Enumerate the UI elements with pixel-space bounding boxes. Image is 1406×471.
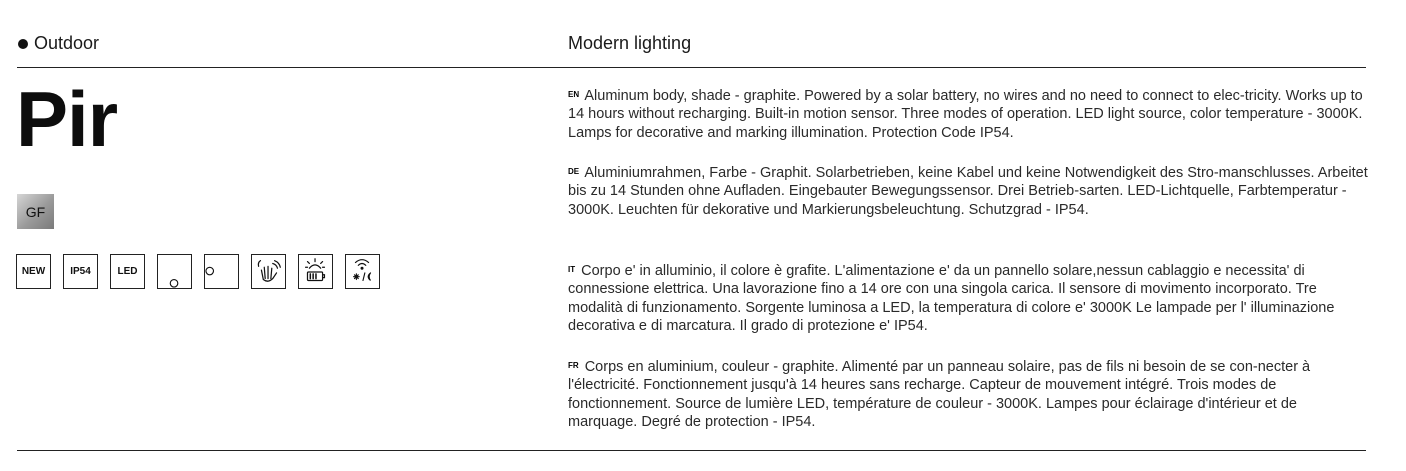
series-label: Modern lighting <box>568 33 692 53</box>
finish-code: GF <box>25 203 46 220</box>
category-label: Outdoor <box>34 33 100 53</box>
motion-sensor-icon <box>251 254 286 289</box>
finish-swatch <box>17 194 54 229</box>
description-en <box>568 86 1368 142</box>
description-it-text: Corpo e' in alluminio, il colore è grafite. L'alimentazione e' da un pannello solare,nessun cablaggio e necessita' di connessione elettrica. Una lavorazione fino a 14 ore con una singola carica. Il sensore di movimento incorporato. Tre modalità di funzionamento. Sorgente luminosa a LED, la temperatura di colore e' 3000K Le lampade per l' illuminazione decorativa e di marcatura. Il grado di protezione e' IP54. <box>568 263 1335 335</box>
bottom-divider <box>17 450 1366 451</box>
product-title: Pir <box>16 75 118 163</box>
description-it <box>568 261 1368 336</box>
feature-icon-row <box>16 254 392 289</box>
bullet-dot-icon <box>18 39 28 49</box>
lang-tag-it: IT <box>568 265 576 274</box>
lang-tag-en: EN <box>568 90 580 99</box>
day-night-sensor-icon <box>345 254 380 289</box>
description-de <box>568 163 1368 219</box>
wall-mount-icon <box>204 254 239 289</box>
description-de-text: Aluminiumrahmen, Farbe - Graphit. Solarbetrieben, keine Kabel und keine Notwendigkeit des Stro-manschlusses. Arbeitet bis zu 14 Stunden ohne Aufladen. Eingebauter Bewegungssensor. Drei Betrieb-sarten. LED-Lichtquelle, Farbtemperatur - 3000K. Leuchten für dekorative und Markierungsbeleuchtung. Schutzgrad - IP54. <box>568 165 1368 218</box>
ip54-badge-icon: IP54 <box>63 254 98 289</box>
category-header <box>18 33 99 54</box>
ground-mount-icon <box>157 254 192 289</box>
solar-battery-icon <box>298 254 333 289</box>
description-fr <box>568 357 1368 432</box>
lang-tag-fr: FR <box>568 361 579 370</box>
description-fr-text: Corps en aluminium, couleur - graphite. Alimenté par un panneau solaire, pas de fils ni besoin de se con-necter à l'électricité. Fonctionnement jusqu'à 14 heures sans recharge. Capteur de mouvement intégré. Trois modes de fonctionnement. Source de lumière LED, température de couleur - 3000K. Lampes pour éclairage d'intérieur et de marquage. Degré de protection - IP54. <box>568 359 1311 431</box>
lang-tag-de: DE <box>568 167 580 176</box>
new-badge-icon: NEW <box>16 254 51 289</box>
led-badge-icon: LED <box>110 254 145 289</box>
description-en-text: Aluminum body, shade - graphite. Powered by a solar battery, no wires and no need to connect to elec-tricity. Works up to 14 hours without recharging. Built-in motion sensor. Three modes of operation. LED light source, color temperature - 3000K. Lamps for decorative and marking illumination. Protection Code IP54. <box>568 88 1363 141</box>
top-divider <box>17 67 1366 68</box>
